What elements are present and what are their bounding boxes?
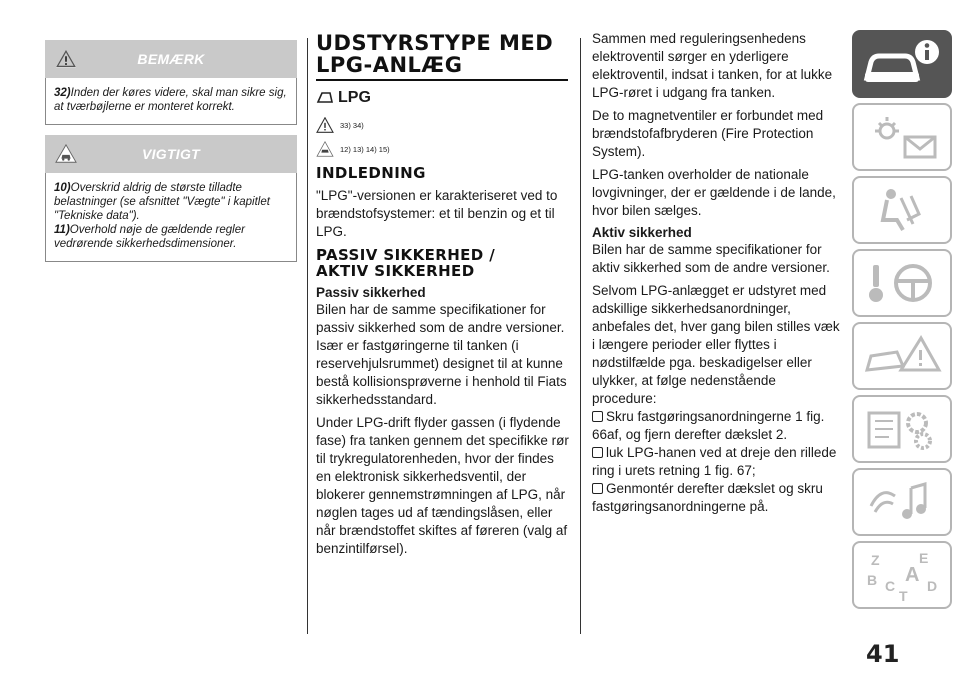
right-column	[592, 30, 844, 516]
car-caution-icon	[55, 143, 77, 165]
paragraph: LPG-tanken overholder de nationale lovgivninger, der er gældende i de lande, hvor bilen sælges.	[592, 167, 836, 218]
page-number: 41	[866, 640, 900, 668]
section-heading-safety: PASSIV SIKKERHED / AKTIV SIKKERHED	[316, 246, 496, 280]
warning-triangle-icon	[55, 48, 77, 70]
title-rule	[316, 79, 568, 81]
tab-multimedia[interactable]	[852, 468, 952, 536]
tab-index[interactable]	[852, 541, 952, 609]
note-title: VIGTIGT	[141, 146, 201, 162]
tab-car-info[interactable]	[852, 30, 952, 98]
note-item: 11)Overhold nøje de gældende regler vedrørende sikkerhedsdimensioner.	[54, 224, 245, 250]
warning-triangle-icon	[316, 117, 334, 133]
checkbox-bullet-icon	[592, 447, 603, 458]
caution-refs: 12) 13) 14) 15)	[316, 141, 570, 157]
left-column	[45, 40, 297, 262]
index-letter: Z	[871, 552, 880, 568]
note-body	[45, 78, 297, 125]
car-accident-icon	[861, 330, 943, 382]
tab-maintenance[interactable]	[852, 395, 952, 463]
passive-paragraph-1: Bilen har de samme specifikationer for passiv sikkerhed som de andre versioner. Især er fastgøringerne til tanken (i reservehjulsrummet) designet til at kunne bestå kollisionsprøverne i henhold til Fiats sikkerhedsstandard.	[316, 302, 567, 407]
note-item: 10)Overskrid aldrig de største tilladte belastninger (se afsnittet "Vægte" i kapitlet "Tekniske data").	[54, 182, 270, 222]
seat-safety-icon	[861, 184, 943, 236]
note-ref: 32)	[54, 87, 71, 99]
tab-key-steering[interactable]	[852, 249, 952, 317]
paragraph: Bilen har de samme specifikationer for aktiv sikkerhed som de andre versioner.	[592, 242, 830, 275]
dashboard-lights-icon	[861, 111, 943, 163]
procedure-step: Skru fastgøringsanordningerne 1 fig. 66af, og fjern derefter dækslet 2.	[592, 409, 825, 442]
note-body	[45, 173, 297, 262]
middle-column	[316, 30, 570, 563]
subheading-passive: Passiv sikkerhed	[316, 285, 426, 300]
note-title: BEMÆRK	[137, 51, 205, 67]
multimedia-icon	[861, 476, 943, 528]
lpg-badge: LPG	[316, 89, 570, 107]
note-header-vigtigt	[45, 135, 297, 173]
index-letter: A	[905, 564, 920, 586]
page-title: UDSTYRSTYPE MED LPG-ANLÆG	[316, 31, 554, 77]
procedure-step: luk LPG-hanen ved at dreje den rillede ring i urets retning 1 fig. 67;	[592, 445, 837, 478]
tab-seat-safety[interactable]	[852, 176, 952, 244]
index-letter: E	[919, 550, 929, 566]
car-info-icon	[861, 38, 943, 90]
maintenance-gears-icon	[861, 403, 943, 455]
index-letter: D	[927, 578, 938, 594]
index-alphabet-icon	[861, 549, 943, 601]
pump-icon	[316, 90, 334, 106]
subheading-active: Aktiv sikkerhed	[592, 225, 692, 240]
index-letter: B	[867, 572, 878, 588]
intro-paragraph: "LPG"-versionen er karakteriseret ved to brændstofsystemer: et til benzin og et til LPG.	[316, 188, 558, 239]
passive-paragraph-2: Under LPG-drift flyder gassen (i flydende fase) fra tanken gennem det specifikke rør til trykregulatorenheden, hvor der findes en elektronisk sikkerhedsventil, der blokerer gennemstrømningen af LPG, når nøglen tages ud af tændingslåsen, eller når brændstoffet skiftes af føreren (valg af benzintilførsel).	[316, 415, 569, 556]
car-caution-icon	[316, 141, 334, 157]
chapter-sidebar	[852, 30, 953, 614]
paragraph: Sammen med reguleringsenhedens elektroventil sørger en yderligere elektroventil, indsat i tanken, for at lukke LPG-røret i udgang fra tanken.	[592, 31, 833, 100]
note-header-bemaerk	[45, 40, 297, 78]
index-letter: T	[899, 588, 908, 601]
warning-refs: 33) 34)	[316, 117, 570, 133]
procedure-step: Genmontér derefter dækslet og skru fastgøringsanordningerne på.	[592, 481, 823, 514]
key-steering-icon	[861, 257, 943, 309]
index-letter: C	[885, 578, 896, 594]
note-text: Inden der køres videre, skal man sikre sig, at tværbøjlerne er monteret korrekt.	[54, 87, 287, 113]
checkbox-bullet-icon	[592, 483, 603, 494]
paragraph: De to magnetventiler er forbundet med brændstofafbryderen (Fire Protection System).	[592, 108, 824, 159]
checkbox-bullet-icon	[592, 411, 603, 422]
tab-dashboard-lights[interactable]	[852, 103, 952, 171]
tab-emergency[interactable]	[852, 322, 952, 390]
paragraph: Selvom LPG-anlægget er udstyret med adskillige sikkerhedsanordninger, anbefales det, hver gang bilen stilles væk i længere perioder eller flyttes i nødstilfælde pga. beskadigelser eller ulykker, at følge nedenstående procedure:	[592, 283, 840, 406]
section-heading-intro: INDLEDNING	[316, 164, 426, 182]
column-divider	[307, 38, 308, 634]
column-divider	[580, 38, 581, 634]
